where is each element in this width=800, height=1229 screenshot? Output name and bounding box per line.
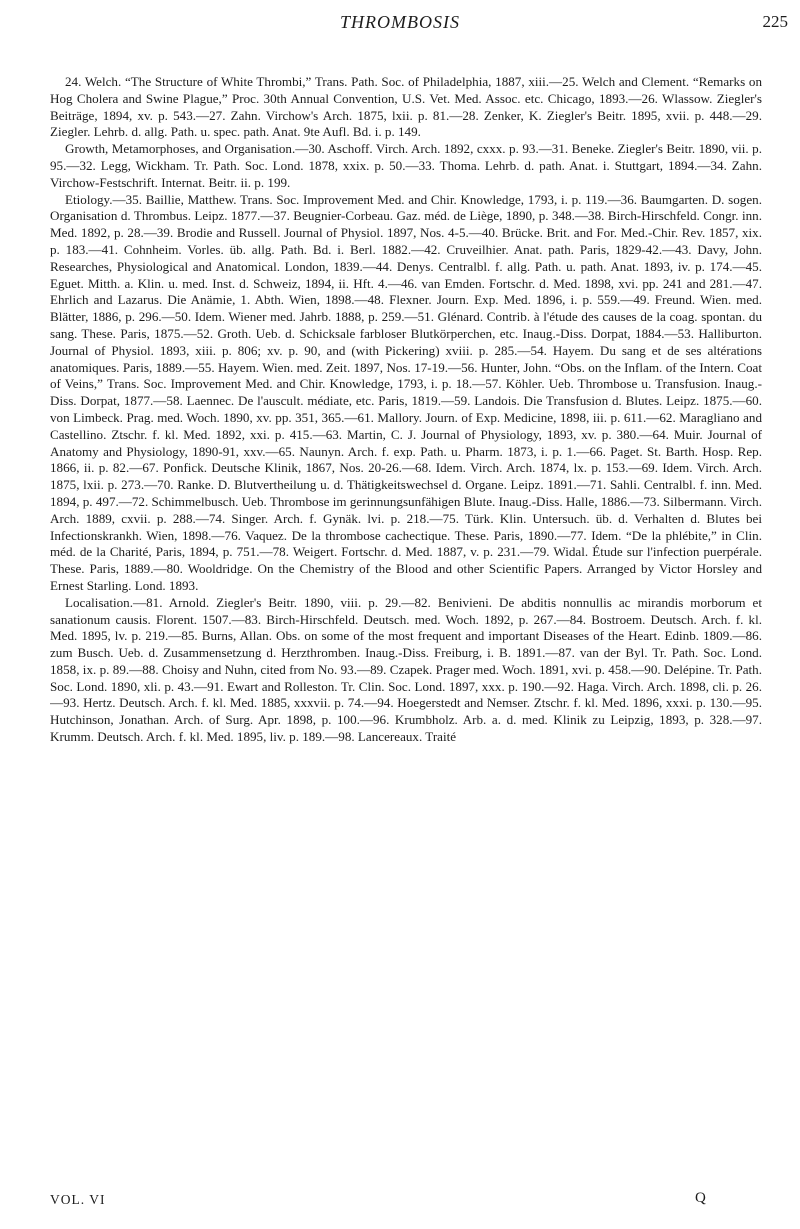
volume-label: VOL. VI bbox=[50, 1192, 106, 1207]
page-footer bbox=[0, 1192, 800, 1216]
section-text: —30. Aschoff. Virch. Arch. 1892, cxxx. p. 93.—31. Beneke. Ziegler's Beitr. 1890, vii. p. 95.—32. Legg, Wickham. Tr. Path. Soc. Lond. 1878, xxix. p. 50.—33. Thoma. Lehrb. d. path. Anat. i. Stuttgart, 1894.—34. Zahn. Virchow-Festschrift. Internat. Beitr. ii. p. 199. bbox=[50, 141, 762, 190]
running-head bbox=[0, 12, 800, 34]
growth-section bbox=[50, 141, 762, 191]
page-number: 225 bbox=[762, 12, 788, 31]
section-heading: Etiology. bbox=[65, 191, 113, 207]
localisation-section bbox=[50, 595, 762, 746]
section-text: —81. Arnold. Ziegler's Beitr. 1890, viii. p. 29.—82. Benivieni. De abditis nonnullis ac mirandis morborum et sanationum causis. Florent. 1507.—83. Birch-Hirschfeld. Deutsch. med. Woch. 1892, p. 267.—84. Bostroem. Deutsch. Arch. f. kl. Med. 1895, lv. p. 219.—85. Burns, Allan. Obs. on some of the most frequent and important Diseases of the Heart. Edinb. 1809.—86. zum Busch. Ueb. d. Zusammensetzung d. Herzthromben. Inaug.-Diss. Freiburg, i. B. 1891.—87. van der Byl. Tr. Path. Soc. Lond. 1858, ix. p. 89.—88. Choisy and Nuhn, cited from No. 93.—89. Czapek. Prager med. Woch. 1891, xvi. p. 458.—90. Delépine. Tr. Path. Soc. Lond. 1890, xli. p. 43.—91. Ewart and Rolleston. Tr. Clin. Soc. Lond. 1897, xxx. p. 190.—92. Haga. Virch. Arch. 1898, cli. p. 26.—93. Hertz. Deutsch. Arch. f. kl. Med. 1885, xxxvii. p. 74.—94. Hoegerstedt and Nemser. Ztschr. f. kl. Med. 1896, xxxi. p. 130.—95. Hutchinson, Jonathan. Arch. of Surg. Apr. 1898, p. 100.—96. Krumbholz. Arb. a. d. med. Klinik zu Leipzig, 1893, p. 328.—97. Krumm. Deutsch. Arch. f. kl. Med. 1895, liv. p. 189.—98. Lancereaux. Traité bbox=[50, 594, 762, 745]
references-paragraph bbox=[50, 74, 762, 141]
section-text: —35. Baillie, Matthew. Trans. Soc. Improvement Med. and Chir. Knowledge, 1793, i. p. 119.—36. Baumgarten. D. sogen. Organisation d. Thrombus. Leipz. 1877.—37. Beugnier-Corbeau. Gaz. méd. de Liège, 1890, p. 348.—38. Birch-Hirschfeld. Congr. inn. Med. 1892, p. 28.—39. Brodie and Russell. Journal of Physiol. 1897, Nos. 4-5.—40. Brücke. Brit. and For. Med.-Chir. Rev. 1857, xix. p. 183.—41. Cohnheim. Vorles. üb. allg. Path. Bd. i. Berl. 1882.—42. Cruveilhier. Anat. path. Paris, 1829-42.—43. Davy, John. Researches, Physiological and Anatomical. London, 1839.—44. Denys. Centralbl. f. allg. Path. u. path. Anat. 1893, iv. p. 174.—45. Eguet. Mitth. a. Klin. u. med. Inst. d. Schweiz, 1894, ii. Hft. 4.—46. van Emden. Fortschr. d. Med. 1898, xvi. pp. 241 and 281.—47. Ehrlich and Lazarus. Die Anämie, 1. Abth. Wien, 1898.—48. Flexner. Journ. Exp. Med. 1896, i. p. 559.—49. Freund. Wien. med. Blätter, 1886, p. 296.—50. Idem. Wiener med. Jahrb. 1888, p. 259.—51. Glénard. Contrib. à l'étude des causes de la coag. spontan. du sang. These. Paris, 1875.—52. Groth. Ueb. d. Schicksale farbloser Blutkörperchen, etc. Inaug.-Diss. Dorpat, 1884.—53. Halliburton. Journal of Physiol. 1893, xiii. p. 806; xv. p. 90, and (with Pickering) xviii. p. 285.—54. Hayem. Du sang et de ses altérations anatomiques. Paris, 1889.—55. Hayem. Wien. med. Zeit. 1897, Nos. 17-19.—56. Hunter, John. “Obs. on the Inflam. of the Intern. Coat of Veins,” Trans. Soc. Improvement Med. and Chir. Knowledge, 1793, i. p. 18.—57. Köhler. Ueb. Thrombose u. Transfusion. Inaug.-Diss. Dorpat, 1877.—58. Laennec. De l'auscult. médiate, etc. Paris, 1819.—59. Landois. Die Transfusion d. Blutes. Leipz. 1875.—60. von Limbeck. Prag. med. Woch. 1890, xv. pp. 351, 365.—61. Mallory. Journ. of Exp. Medicine, 1898, iii. p. 611.—62. Maragliano and Castellino. Ztschr. f. kl. Med. 1892, xxi. p. 415.—63. Martin, C. J. Journal of Physiology, 1893, xv. p. 380.—64. Muir. Journal of Anatomy and Physiology, 1890-91, xxv.—65. Naunyn. Arch. f. exp. Path. u. Pharm. 1873, i. p. 1.—66. Paget. St. Barth. Hosp. Rep. 1866, ii. p. 82.—67. Ponfick. Deutsche Klinik, 1867, Nos. 20-26.—68. Idem. Virch. Arch. 1874, lx. p. 153.—69. Idem. Virch. Arch. 1875, lxii. p. 273.—70. Ranke. D. Blutvertheilung u. d. Thätigkeitswechsel d. Organe. Leipz. 1891.—71. Sahli. Centralbl. f. inn. Med. 1894, p. 497.—72. Schimmelbusch. Ueb. Thrombose im gerinnungsunfähigen Blute. Inaug.-Diss. Halle, 1886.—73. Silbermann. Virch. Arch. 1889, cxvii. p. 288.—74. Singer. Arch. f. Gynäk. lvi. p. 218.—75. Türk. Klin. Untersuch. üb. d. Verhalten d. Blutes bei Infectionskrankh. Wien, 1898.—76. Vaquez. De la thrombose cachectique. These. Paris, 1890.—77. Idem. “De la phlébite,” in Clin. méd. de la Charité, Paris, 1894, p. 751.—78. Weigert. Fortschr. d. Med. 1887, v. p. 231.—79. Widal. Étude sur l'infection puerpérale. These. Paris, 1889.—80. Wooldridge. On the Chemistry of the Blood and other Scientific Papers. Arranged by Victor Horsley and Ernest Starling. Lond. 1893. bbox=[50, 191, 762, 593]
section-heading: Localisation. bbox=[65, 594, 133, 610]
etiology-section bbox=[50, 192, 762, 595]
references-text: 24. Welch. “The Structure of White Thrombi,” Trans. Path. Soc. of Philadelphia, 1887, xiii.—25. Welch and Clement. “Remarks on Hog Cholera and Swine Plague,” Proc. 30th Annual Convention, U.S. Vet. Med. Assoc. etc. Chicago, 1893.—26. Wlassow. Ziegler's Beiträge, 1894, xv. p. 543.—27. Zahn. Virchow's Arch. 1875, lxii. p. 81.—28. Zenker, K. Ziegler's Beitr. 1895, xvii. p. 448.—29. Ziegler. Lehrb. d. allg. Path. u. spec. path. Anat. 9te Aufl. Bd. i. p. 149. bbox=[50, 74, 762, 140]
bibliography-body bbox=[50, 74, 762, 1154]
section-heading: Growth, Metamorphoses, and Organisation. bbox=[65, 141, 296, 157]
running-title: THROMBOSIS bbox=[340, 12, 460, 32]
signature-mark: Q bbox=[695, 1190, 706, 1206]
